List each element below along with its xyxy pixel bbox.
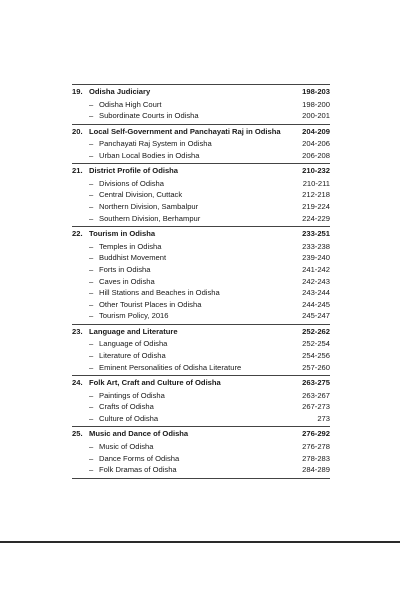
subtopic-title: Buddhist Movement [99, 253, 167, 263]
subtopic-pages: 252-254 [302, 339, 330, 349]
toc-subtopic-row[interactable] [72, 310, 330, 322]
subtopic-title: Temples in Odisha [99, 241, 162, 251]
toc-subtopic-row[interactable] [72, 276, 330, 288]
toc-section [72, 426, 330, 478]
subtopic-title: Odisha High Court [99, 99, 162, 109]
chapter-number: 24. [72, 378, 83, 388]
chapter-number: 22. [72, 229, 83, 239]
subtopic-pages: 210-211 [302, 178, 330, 188]
subtopic-pages: 284-289 [302, 465, 330, 475]
chapter-title: Folk Art, Craft and Culture of Odisha [89, 378, 221, 388]
subtopic-title: Crafts of Odisha [99, 402, 154, 412]
subtopic-title: Music of Odisha [99, 441, 154, 451]
chapter-pages: 233-251 [302, 229, 330, 239]
dash-bullet: – [89, 453, 94, 463]
chapter-number: 20. [72, 126, 83, 136]
toc-subtopic-row[interactable] [72, 264, 330, 276]
dash-bullet: – [89, 413, 94, 423]
subtopic-pages: 263-267 [302, 390, 330, 400]
subtopic-title: Urban Local Bodies in Odisha [99, 150, 200, 160]
chapter-number: 19. [72, 87, 83, 96]
dash-bullet: – [89, 178, 94, 188]
subtopic-title: Northern Division, Sambalpur [99, 202, 199, 212]
subtopic-pages: 242-243 [302, 276, 330, 286]
subtopic-pages: 278-283 [302, 453, 330, 463]
dash-bullet: – [89, 276, 94, 286]
subtopic-title: Hill Stations and Beaches in Odisha [99, 288, 220, 298]
toc-subtopic-row[interactable] [72, 338, 330, 350]
chapter-pages: 276-292 [302, 429, 330, 439]
subtopic-pages: 206-208 [302, 150, 330, 160]
page-bottom-rule [0, 541, 400, 543]
dash-bullet: – [89, 264, 94, 274]
toc-section [72, 324, 330, 375]
toc-subtopic-row[interactable] [72, 150, 330, 162]
toc-section [72, 375, 330, 426]
subtopic-pages: 212-218 [302, 190, 330, 200]
subtopic-title: Language of Odisha [99, 339, 168, 349]
toc-subtopic-row[interactable] [72, 441, 330, 453]
dash-bullet: – [89, 150, 94, 160]
toc-section [72, 124, 330, 164]
chapter-pages: 204-209 [302, 126, 330, 136]
subtopic-title: Subordinate Courts in Odisha [99, 111, 199, 121]
dash-bullet: – [89, 299, 94, 309]
toc-subtopic-row[interactable] [72, 99, 330, 111]
subtopic-pages: 276-278 [302, 441, 330, 451]
toc-subtopic-row[interactable] [72, 464, 330, 476]
dash-bullet: – [89, 288, 94, 298]
dash-bullet: – [89, 465, 94, 475]
subtopic-title: Eminent Personalities of Odisha Literature [99, 362, 242, 372]
toc-subtopic-row[interactable] [72, 390, 330, 402]
chapter-title: Odisha Judiciary [89, 87, 151, 96]
dash-bullet: – [89, 213, 94, 223]
toc-section [72, 163, 330, 226]
toc-subtopic-row[interactable] [72, 350, 330, 362]
dash-bullet: – [89, 311, 94, 321]
subtopic-title: Central Division, Cuttack [99, 190, 183, 200]
subtopic-pages: 233-238 [302, 241, 330, 251]
subtopic-pages: 200-201 [302, 111, 330, 121]
toc-subtopic-row[interactable] [72, 252, 330, 264]
subtopic-pages: 204-206 [302, 139, 330, 149]
dash-bullet: – [89, 402, 94, 412]
subtopic-pages: 198-200 [302, 99, 330, 109]
toc-subtopic-row[interactable] [72, 453, 330, 465]
dash-bullet: – [89, 139, 94, 149]
subtopic-title: Forts in Odisha [99, 264, 151, 274]
chapter-number: 21. [72, 166, 83, 176]
dash-bullet: – [89, 351, 94, 360]
toc-chapter-row[interactable] [72, 86, 330, 99]
dash-bullet: – [89, 441, 94, 451]
toc-subtopic-row[interactable] [72, 201, 330, 213]
toc-chapter-row[interactable] [72, 228, 330, 241]
subtopic-title: Other Tourist Places in Odisha [99, 299, 202, 309]
subtopic-title: Southern Division, Berhampur [99, 213, 201, 223]
subtopic-title: Divisions of Odisha [99, 178, 164, 188]
subtopic-pages: 257-260 [302, 362, 330, 372]
subtopic-pages: 244-245 [302, 299, 330, 309]
subtopic-pages: 219-224 [302, 202, 330, 212]
chapter-title: District Profile of Odisha [89, 166, 179, 176]
dash-bullet: – [89, 190, 94, 200]
dash-bullet: – [89, 241, 94, 251]
toc-subtopic-row[interactable] [72, 287, 330, 299]
chapter-pages: 252-262 [302, 326, 330, 336]
subtopic-pages: 273 [317, 413, 330, 423]
dash-bullet: – [89, 390, 94, 400]
toc-subtopic-row[interactable] [72, 110, 330, 122]
toc-subtopic-row[interactable] [72, 413, 330, 425]
subtopic-title: Panchayati Raj System in Odisha [99, 139, 212, 149]
subtopic-title: Folk Dramas of Odisha [99, 465, 177, 475]
chapter-pages: 263-275 [302, 378, 330, 388]
subtopic-pages: 267-273 [302, 402, 330, 412]
toc-chapter-row[interactable] [72, 428, 330, 441]
chapter-number: 23. [72, 326, 83, 336]
toc-chapter-row[interactable] [72, 126, 330, 139]
toc-section [72, 226, 330, 324]
toc-subtopic-row[interactable] [72, 299, 330, 311]
subtopic-title: Literature of Odisha [99, 351, 166, 360]
toc-subtopic-row[interactable] [72, 241, 330, 253]
toc-subtopic-row[interactable] [72, 362, 330, 374]
toc-subtopic-row[interactable] [72, 213, 330, 225]
subtopic-pages: 241-242 [302, 264, 330, 274]
chapter-title: Music and Dance of Odisha [89, 429, 189, 439]
dash-bullet: – [89, 202, 94, 212]
toc-subtopic-row[interactable] [72, 189, 330, 201]
chapter-number: 25. [72, 429, 83, 439]
subtopic-pages: 245-247 [302, 311, 330, 321]
toc-chapter-row[interactable] [72, 165, 330, 178]
subtopic-pages: 224-229 [302, 213, 330, 223]
dash-bullet: – [89, 99, 94, 109]
subtopic-pages: 243-244 [302, 288, 330, 298]
toc-section [72, 84, 330, 124]
subtopic-title: Dance Forms of Odisha [99, 453, 180, 463]
toc-chapter-row[interactable] [72, 326, 330, 339]
toc-subtopic-row[interactable] [72, 178, 330, 190]
subtopic-pages: 254-256 [302, 351, 330, 360]
toc-subtopic-row[interactable] [72, 138, 330, 150]
chapter-title: Local Self-Government and Panchayati Raj in Odisha [89, 126, 281, 136]
toc-subtopic-row[interactable] [72, 401, 330, 413]
dash-bullet: – [89, 362, 94, 372]
dash-bullet: – [89, 253, 94, 263]
table-of-contents [72, 84, 330, 479]
toc-chapter-row[interactable] [72, 377, 330, 390]
subtopic-title: Paintings of Odisha [99, 390, 165, 400]
chapter-title: Language and Literature [89, 326, 178, 336]
subtopic-title: Tourism Policy, 2016 [99, 311, 169, 321]
chapter-pages: 198-203 [302, 87, 330, 96]
dash-bullet: – [89, 111, 94, 121]
chapter-title: Tourism in Odisha [89, 229, 156, 239]
subtopic-pages: 239-240 [302, 253, 330, 263]
subtopic-title: Caves in Odisha [99, 276, 155, 286]
subtopic-title: Culture of Odisha [99, 413, 159, 423]
chapter-pages: 210-232 [302, 166, 330, 176]
dash-bullet: – [89, 339, 94, 349]
